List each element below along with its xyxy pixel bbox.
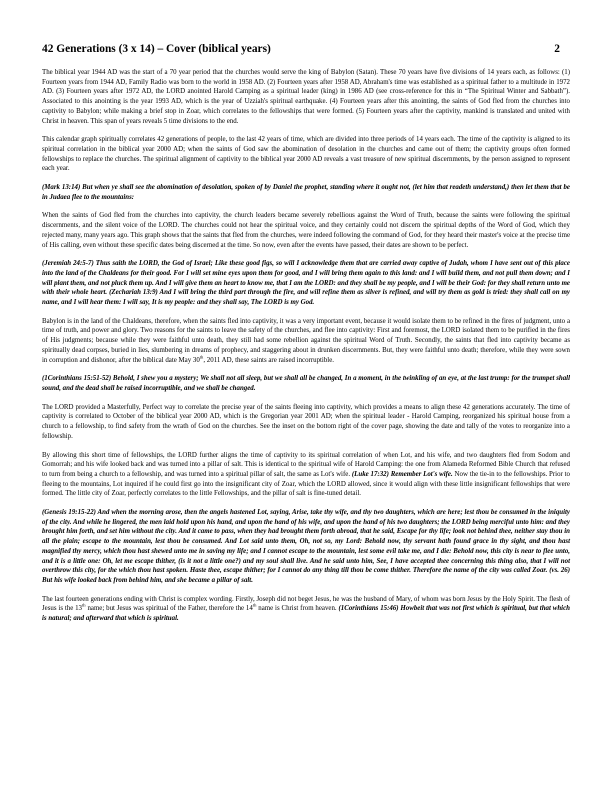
ordinal-suffix: th	[199, 354, 204, 360]
paragraph-babylon-text: Babylon is in the land of the Chaldeans, therefore, when the saints fled into captivity, it was a very important event, because it would isolate them to be refined in the fires of judgment, unto a time of truth, and power and glory. Two reasons for the saints to leave the safety of the churches, and flee into captivity: First and foremost, the LORD isolated them to be purified in the fires of His judgments; because while they were faithful unto death, they still had some rebellion against the spiritual Word of Truth. Secondly, the saints that fled into captivity became as spiritually dead corpses, buried in lies, slumbering in dreams of prophecy, and staggering about in drunken discernments. But, they were faithful unto death; therefore, while they were sown in corruption and dishonor, after the biblical date May 30	[42, 317, 570, 364]
paragraph-fellowships-text: By allowing this short time of fellowships, the LORD further aligns the time of captivity to its spiritual correlation of when Lot, and his wife, and two daughters fled from Sodom and Gomorrah; and his wife looked back and was turned into a pillar of salt. This is identical to the spiritual wife of Harold Camping: the one from Alameda Reformed Bible Church that refused to turn from being a church to a fellowship, and was turned into a spiritual pillar of salt, the same as Lot's wife.	[42, 451, 570, 478]
ordinal-suffix: th	[252, 603, 257, 609]
paragraph-fellowships	[42, 451, 570, 500]
paragraph-last-generations	[42, 595, 570, 624]
paragraph-masterful-way: The LORD provided a Masterfully, Perfect way to correlate the precise year of the saints fleeing into captivity, which provides a means to align these 42 generations accurately. The time of captivity is correlated to October of the biblical year 2000 AD, which is the Gregorian year 2001 AD; when the spiritual leader - Harold Camping, reorganized his spiritual house from a church to a fellowship, to find safety from the wrath of God on the churches. See the inset on the bottom right of the cover page, showing the date and tally of the votes to reorganize into a fellowship.	[42, 403, 570, 440]
scripture-quote-genesis: (Genesis 19:15-22) And when the morning arose, then the angels hastened Lot, saying, Arise, take thy wife, and thy two daughters, which are here; lest thou be consumed in the iniquity of the city. And while he lingered, the men laid hold upon his hand, and upon the hand of his wife, and upon the hand of his two daughters; the LORD being merciful unto him: and they brought him forth, and set him without the city. And it came to pass, when they had brought them forth abroad, that he said, Escape for thy life; look not behind thee, neither stay thou in all the plain; escape to the mountain, lest thou be consumed. And Lot said unto them, Oh, not so, my Lord: Behold now, thy servant hath found grace in thy sight, and thou hast magnified thy mercy, which thou hast shewed unto me in saving my life; and I cannot escape to the mountain, lest some evil take me, and I die: Behold now, this city is near to flee unto, and it is a little one: Oh, let me escape thither, (is it not a little one?) and my soul shall live. And he said unto him, See, I have accepted thee concerning this thing also, that I will not overthrow this city, for the which thou hast spoken. Haste thee, escape thither; for I cannot do any thing till thou be come thither. Therefore the name of the city was called Zoar. (vs. 26) But his wife looked back from behind him, and she became a pillar of salt.	[42, 509, 570, 584]
ordinal-suffix: th	[82, 603, 86, 609]
page-header	[42, 43, 560, 55]
paragraph-saints-fled: When the saints of God fled from the churches into captivity, the church leaders became severely rebellious against the Word of Truth, because the saints were following the spiritual discernments, and the silent voice of the LORD. The churches could not hear the spiritual voice, and they certainly could not discern the spiritual depths of the Word of God, which they rejected many, many years ago. This graph shows that the saints that fled from the churches, were indeed following the command of God, for they heard their master's voice at the precise time of His calling, even without these specific dates being discerned at the time. So now, even after the events have passed, their dates are shown to be perfect.	[42, 212, 570, 249]
paragraph-last-generations-text-mid: name; but Jesus was spiritual of the Father, therefore the 14	[85, 605, 253, 613]
paragraph-calendar-graph: This calendar graph spiritually correlates 42 generations of people, to the last 42 years of time, which are divided into three periods of 14 years each. The time of the captivity is aligned to its spiritual correlation in the biblical year 2000 AD; when the saints of God saw the abomination of desolation in the churches and came out of them; the captivity groups often formed fellowships to replace the churches. The spiritual alignment of captivity to the biblical year 2000 AD reveals a vast treasure of new spiritual discernments, by the person assigned to represent each year.	[42, 136, 570, 173]
paragraph-last-generations-text: The last fourteen generations ending with Christ is complex wording. Firstly, Joseph did not beget Jesus, he was the husband of Mary, of whom was born Jesus by the Holy Spirit. The flesh of Jesus is the 13	[42, 595, 570, 613]
page-number: 2	[554, 43, 560, 55]
paragraph-babylon-text-end: , 2011 AD, these saints are raised incorruptible.	[203, 356, 334, 364]
scripture-ref-corinthians: (1Corinthians 15:46) Howbeit that was not first which is spiritual, but that which is natural; and afterward that which is spiritual.	[42, 605, 570, 623]
scripture-quote-corinthians: (1Corinthians 15:51-52) Behold, I shew you a mystery; We shall not all sleep, but we shall all be changed, In a moment, in the twinkling of an eye, at the last trump: for the trumpet shall sound, and the dead shall be raised incorruptible, and we shall be changed.	[42, 375, 570, 392]
paragraph-seventy-years: The biblical year 1944 AD was the start of a 70 year period that the churches would serve the king of Babylon (Satan). These 70 years have five divisions of 14 years each, as follows: (1) Fourteen years from 1944 AD, Family Radio was born to the world in 1958 AD. (2) Fourteen years after 1958 AD, Abraham's time was established as a spiritual father to a multitude in 1972 AD. (3) Fourteen years after 1972 AD, the LORD anointed Harold Camping as a spiritual leader (king) in 1986 AD (see cross-reference for this in “The Spiritual Winter and Sabbath”). Associated to this anointing is the year 1993 AD, which is the year of Uzziah's spiritual earthquake. (4) Fourteen years after this anointing, the saints of God fled from the churches into captivity to Babylon; while making a brief stop in Zoar, which correlates to the fellowships that were formed. (5) Fourteen years after the captivity, mankind is translated and united with Christ in heaven. This span of years reveals 5 time divisions to the end.	[42, 69, 570, 125]
scripture-quote-jeremiah: (Jeremiah 24:5-7) Thus saith the LORD, the God of Israel; Like these good figs, so will I acknowledge them that are carried away captive of Judah, whom I have sent out of this place into the land of the Chaldeans for their good. For I will set mine eyes upon them for good, and I will bring them again to this land: and I will build them, and not pull them down; and I will plant them, and not pluck them up. And I will give them an heart to know me, that I am the LORD: and they shall be my people, and I will be their God: for they shall return unto me with their whole heart. (Zechariah 13:9) And I will bring the third part through the fire, and will refine them as silver is refined, and will try them as gold is tried: they shall call on my name, and I will hear them: I will say, It is my people: and they shall say, The LORD is my God.	[42, 260, 570, 307]
paragraph-babylon	[42, 317, 570, 366]
paragraph-fellowships-text-end: Now the tie-in to the fellowships. Prior to fleeing to the mountains, Lot inquired if he could first go into the insignificant city of Zoar, which the LORD allowed, since it would align with these little insignificant fellowships that were formed. The little city of Zoar, perfectly correlates to the little Fellowships, and the pillar of salt is fine-tuned detail.	[42, 470, 570, 498]
scripture-ref-luke: (Luke 17:32) Remember Lot's wife.	[351, 470, 453, 478]
paragraph-last-generations-text-end: name is Christ from heaven.	[256, 605, 339, 613]
scripture-quote-mark: (Mark 13:14) But when ye shall see the abomination of desolation, spoken of by Daniel the prophet, standing where it ought not, (let him that readeth understand,) then let them that be in Judaea flee to the mountains:	[42, 184, 570, 201]
page-title: 42 Generations (3 x 14) – Cover (biblical years)	[42, 43, 271, 55]
